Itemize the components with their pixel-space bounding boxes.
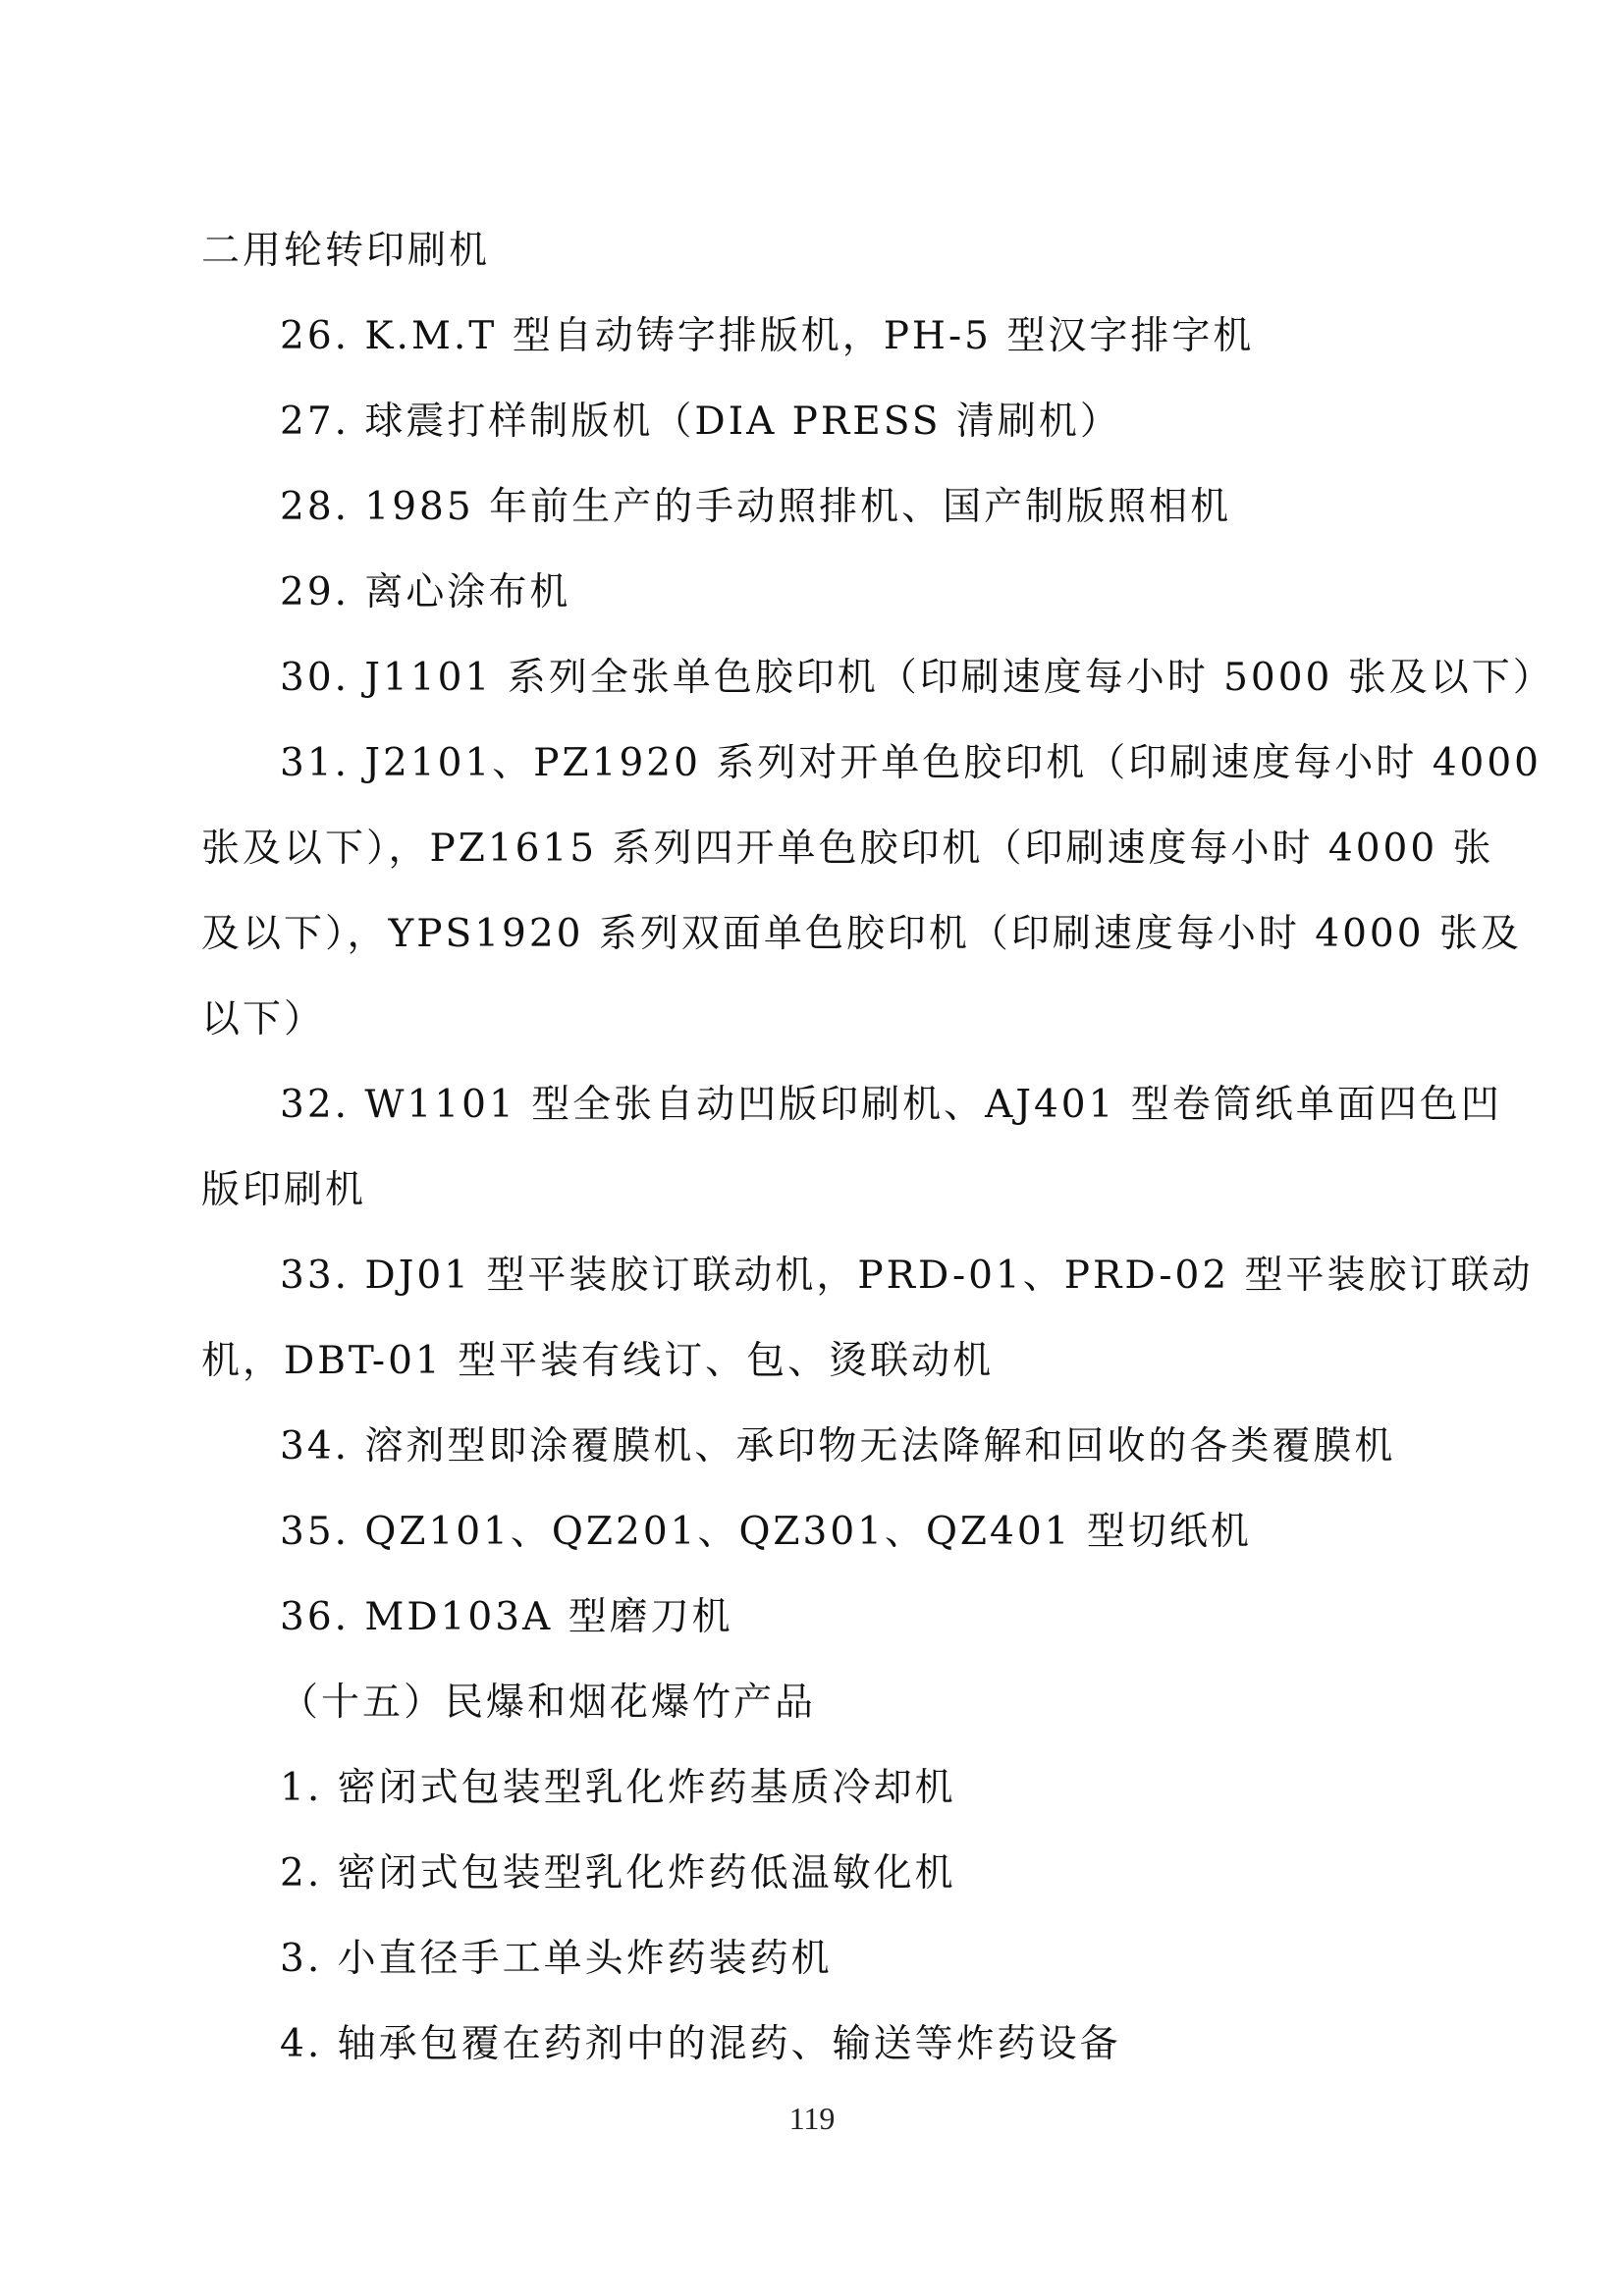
list-item-3: 3. 小直径手工单头炸药装药机: [280, 1937, 833, 1981]
page-number: 119: [788, 2101, 836, 2136]
list-item-33: 33. DJ01 型平装胶订联动机，PRD-01、PRD-02 型平装胶订联动: [280, 1254, 1534, 1298]
list-item-30: 30. J1101 系列全张单色胶印机（印刷速度每小时 5000 张及以下）: [280, 656, 1554, 700]
list-item-31-continued: 及以下），YPS1920 系列双面单色胶印机（印刷速度每小时 4000 张及: [201, 912, 1522, 956]
list-item-28: 28. 1985 年前生产的手动照排机、国产制版照相机: [280, 485, 1232, 529]
document-body: [201, 208, 1554, 2087]
list-item-36: 36. MD103A 型磨刀机: [280, 1595, 733, 1639]
list-item-1: 1. 密闭式包装型乳化炸药基质冷却机: [280, 1766, 956, 1810]
list-item-26: 26. K.M.T 型自动铸字排版机，PH-5 型汉字排字机: [280, 314, 1255, 358]
list-item-31: 31. J2101、PZ1920 系列对开单色胶印机（印刷速度每小时 4000: [280, 741, 1542, 785]
list-item-31-continued: 以下）: [201, 997, 326, 1041]
list-item-2: 2. 密闭式包装型乳化炸药低温敏化机: [280, 1851, 956, 1896]
section-heading: （十五）民爆和烟花爆竹产品: [280, 1681, 817, 1725]
text-line: 二用轮转印刷机: [201, 229, 491, 273]
list-item-4: 4. 轴承包覆在药剂中的混药、输送等炸药设备: [280, 2022, 1121, 2066]
list-item-29: 29. 离心涂布机: [280, 570, 571, 614]
list-item-32: 32. W1101 型全张自动凹版印刷机、AJ401 型卷筒纸单面四色凹: [280, 1083, 1502, 1127]
list-item-35: 35. QZ101、QZ201、QZ301、QZ401 型切纸机: [280, 1510, 1252, 1554]
list-item-27: 27. 球震打样制版机（DIA PRESS 清刷机）: [280, 400, 1121, 444]
list-item-33-continued: 机，DBT-01 型平装有线订、包、烫联动机: [201, 1339, 995, 1383]
list-item-31-continued: 张及以下），PZ1615 系列四开单色胶印机（印刷速度每小时 4000 张: [201, 827, 1494, 871]
list-item-34: 34. 溶剂型即涂覆膜机、承印物无法降解和回收的各类覆膜机: [280, 1424, 1396, 1468]
list-item-32-continued: 版印刷机: [201, 1168, 367, 1212]
